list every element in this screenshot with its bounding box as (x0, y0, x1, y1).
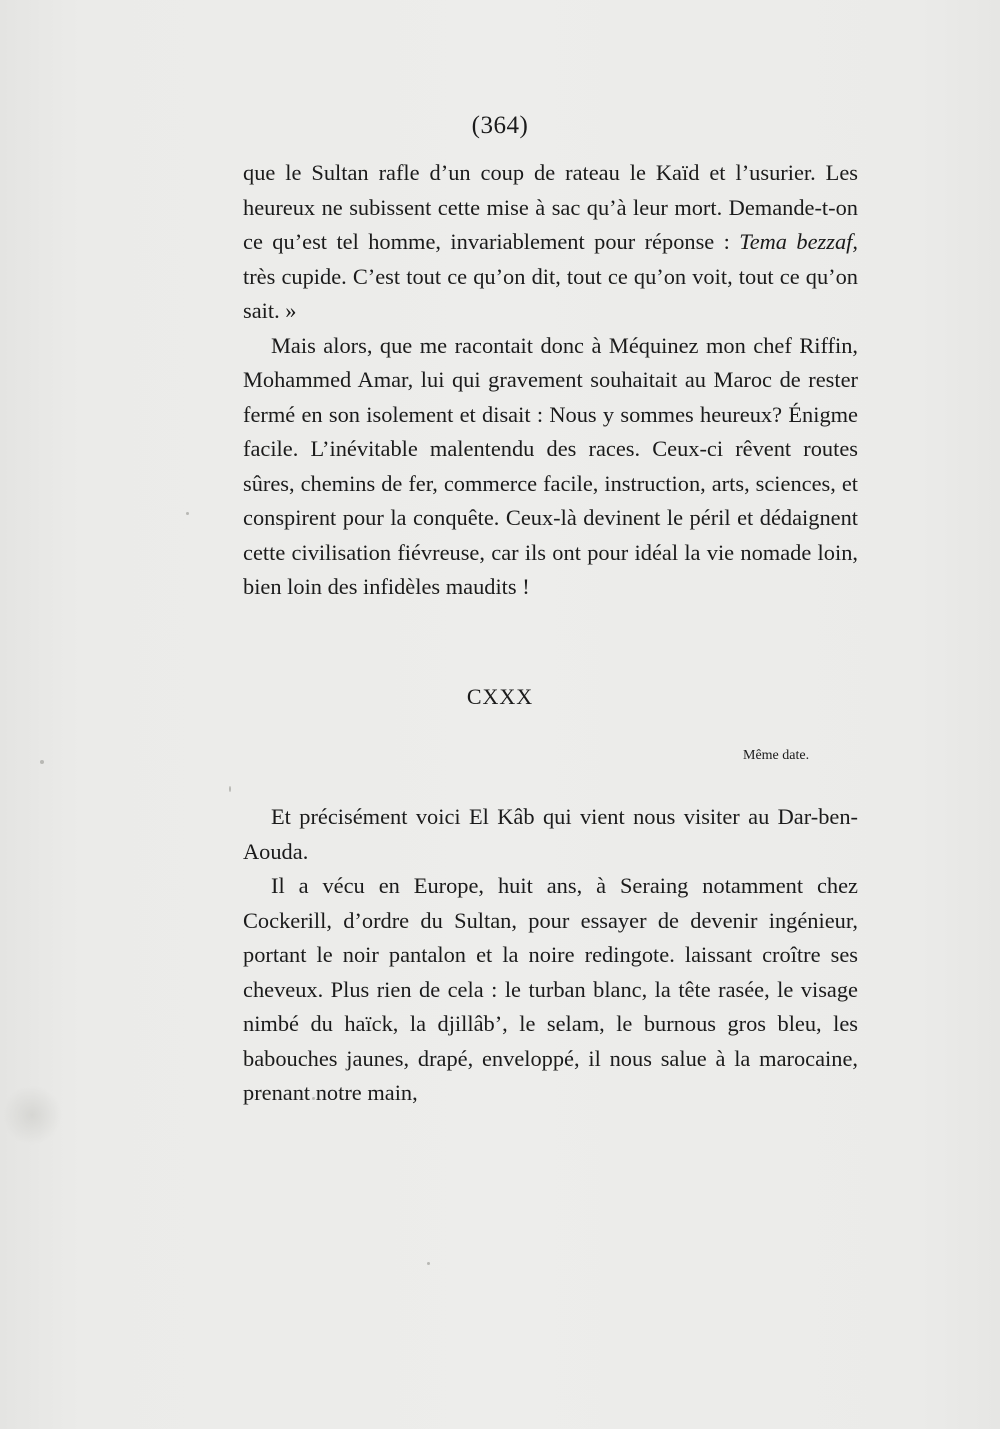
section-one-body (243, 156, 858, 605)
paper-speck (229, 786, 231, 792)
paper-stain (2, 1085, 62, 1145)
date-line: Même date. (743, 748, 810, 763)
section-heading: CXXX (466, 684, 534, 709)
paragraph: Et précisément voici El Kâb qui vient nous visiter au Dar-ben-Aouda. (243, 804, 858, 864)
paper-speck (186, 512, 189, 515)
paragraph-continuation: que le Sultan rafle d’un coup de rateau le Kaïd et l’usurier. Les heureux ne subissent cette mise à sac qu’à leur mort. Demande-t-on ce qu’est tel homme, invariablement pour réponse : Tema bezzaf, très cupide. C’est tout ce qu’on dit, tout ce qu’on voit, tout ce qu’on sait. » (243, 160, 858, 323)
paper-speck (427, 1262, 430, 1265)
page-number: (364) (471, 112, 529, 139)
section-two-body (243, 800, 858, 1111)
paragraph: Mais alors, que me racontait donc à Méquinez mon chef Riffin, Mohammed Amar, lui qui gravement souhaitait au Maroc de rester fermé en son isolement et disait : Nous y sommes heureux? Énigme facile. L’inévitable malentendu des races. Ceux-ci rêvent routes sûres, chemins de fer, commerce facile, instruction, arts, sciences, et conspirent pour la conquête. Ceux-là devinent le péril et dédaignent cette civilisation fiévreuse, car ils ont pour idéal la vie nomade loin, bien loin des infidèles maudits ! (243, 332, 858, 599)
italic-phrase: Tema bezzaf, (739, 229, 858, 254)
paper-speck (40, 760, 44, 764)
paragraph: Il a vécu en Europe, huit ans, à Seraing notamment chez Cockerill, d’ordre du Sultan, pour essayer de devenir ingénieur, portant le noir pantalon et la noire redingote. laissant croître ses cheveux. Plus rien de cela : le turban blanc, la tête rasée, le visage nimbé du haïck, la djillâb’, le selam, le burnous gros bleu, les babouches jaunes, drapé, enveloppé, il nous salue à la marocaine, prenant notre main, (243, 873, 858, 1105)
